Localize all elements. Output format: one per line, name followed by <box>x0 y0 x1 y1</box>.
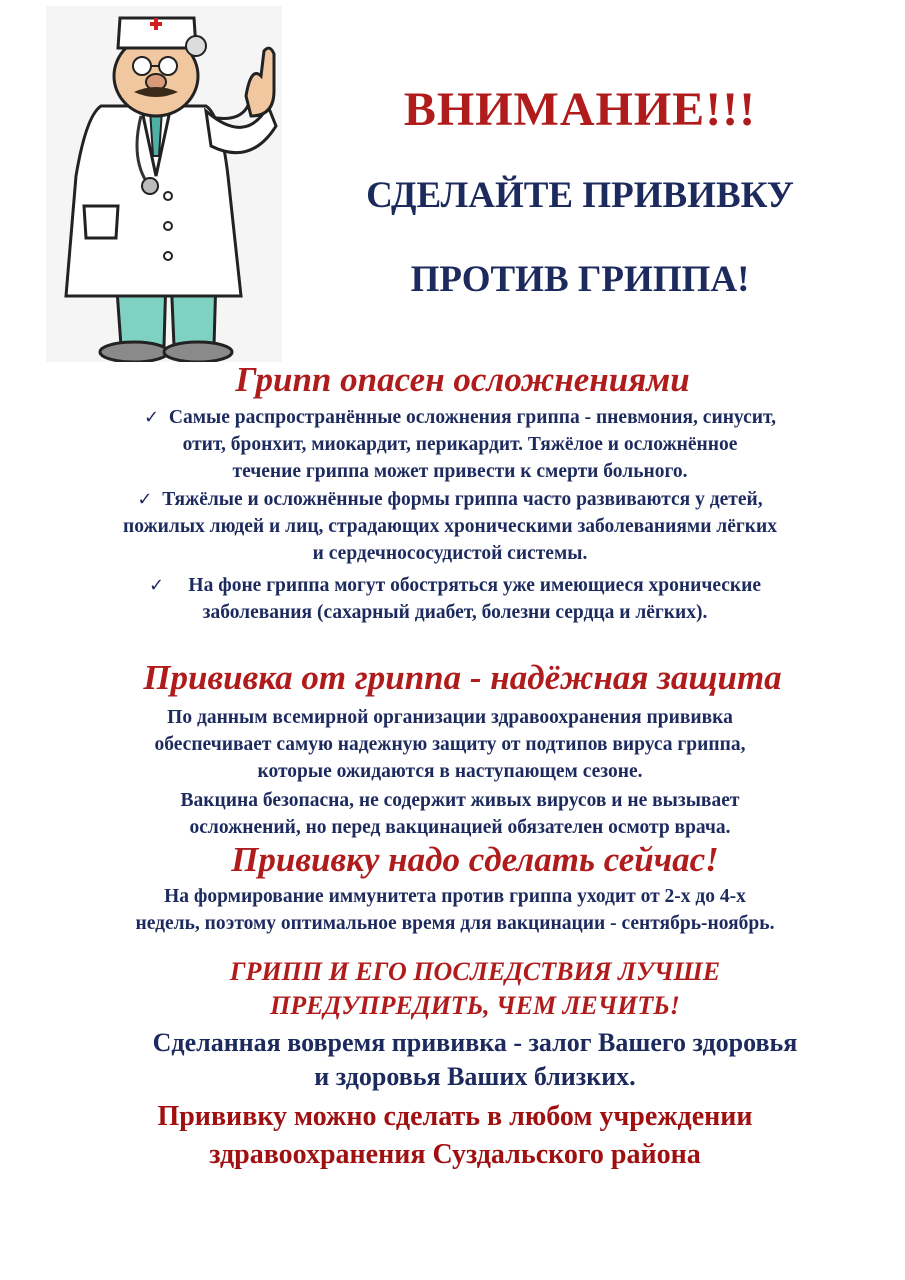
pledge-line: Сделанная вовремя прививка - залог Вашего здоровья <box>152 1028 798 1057</box>
location-line: Прививку можно сделать в любом учреждении <box>157 1101 753 1132</box>
where-to-vaccinate <box>40 1098 870 1174</box>
paragraph-line: которые ожидаются в наступающем сезоне. <box>257 761 643 782</box>
bullet-line: и сердечнососудистой системы. <box>312 543 588 564</box>
bullet-chronic <box>40 572 870 626</box>
paragraph-line: Вакцина безопасна, не содержит живых вирусов и не вызывает <box>180 790 740 811</box>
bullet-complications <box>40 404 880 485</box>
bullet-line: заболевания (сахарный диабет, болезни сердца и лёгких). <box>202 602 708 623</box>
paragraph-line: осложнений, но перед вакцинацией обязателен осмотр врача. <box>189 817 731 838</box>
who-paragraph <box>40 704 860 785</box>
bullet-line: течение гриппа может привести к смерти больного. <box>232 461 688 482</box>
paragraph-line: обеспечивает самую надежную защиту от подтипов вируса гриппа, <box>154 734 746 755</box>
bullet-text: Самые распространённые осложнения гриппа - пневмония, синусит, <box>168 407 776 428</box>
paragraph-line: недель, поэтому оптимальное время для вакцинации - сентябрь-ноябрь. <box>135 913 775 934</box>
make-vaccination-title: СДЕЛАЙТЕ ПРИВИВКУ <box>366 175 794 216</box>
bullet-line: пожилых людей и лиц, страдающих хроническими заболеваниями лёгких <box>123 516 777 537</box>
slogan-line: ПРЕДУПРЕДИТЬ, ЧЕМ ЛЕЧИТЬ! <box>270 991 680 1020</box>
bullet-line: отит, бронхит, миокардит, перикардит. Тяжёлое и осложнённое <box>182 434 738 455</box>
check-mark-icon: ✓ <box>144 407 160 428</box>
bullet-line <box>40 572 870 599</box>
bullet-text: Тяжёлые и осложнённые формы гриппа часто развиваются у детей, <box>162 489 763 510</box>
against-flu-title: ПРОТИВ ГРИППА! <box>410 259 750 300</box>
check-mark-icon: ✓ <box>148 575 165 596</box>
bullet-risk-groups <box>25 486 875 567</box>
pledge-line: и здоровья Ваших близких. <box>314 1062 636 1091</box>
bullet-line <box>25 486 875 513</box>
protection-heading: Прививка от гриппа - надёжная защита <box>143 658 782 697</box>
slogan-line: ГРИПП И ЕГО ПОСЛЕДСТВИЯ ЛУЧШЕ <box>229 957 721 986</box>
do-it-now-heading: Прививку надо сделать сейчас! <box>231 840 719 879</box>
bullet-text: На фоне гриппа могут обостряться уже имеющиеся хронические <box>188 575 762 596</box>
check-mark-icon: ✓ <box>137 489 153 510</box>
paragraph-line: По данным всемирной организации здравоохранения прививка <box>167 707 733 728</box>
doctor-illustration <box>46 6 282 362</box>
vaccine-safety-paragraph <box>60 787 860 841</box>
bullet-line <box>40 404 880 431</box>
attention-title: ВНИМАНИЕ!!! <box>403 83 757 136</box>
immunity-paragraph <box>30 883 880 937</box>
paragraph-line: На формирование иммунитета против гриппа уходит от 2-х до 4-х <box>164 886 746 907</box>
health-pledge <box>60 1026 890 1094</box>
location-line: здравоохранения Суздальского района <box>209 1139 701 1170</box>
complications-heading: Грипп опасен осложнениями <box>235 360 690 399</box>
prevention-slogan <box>80 955 870 1023</box>
